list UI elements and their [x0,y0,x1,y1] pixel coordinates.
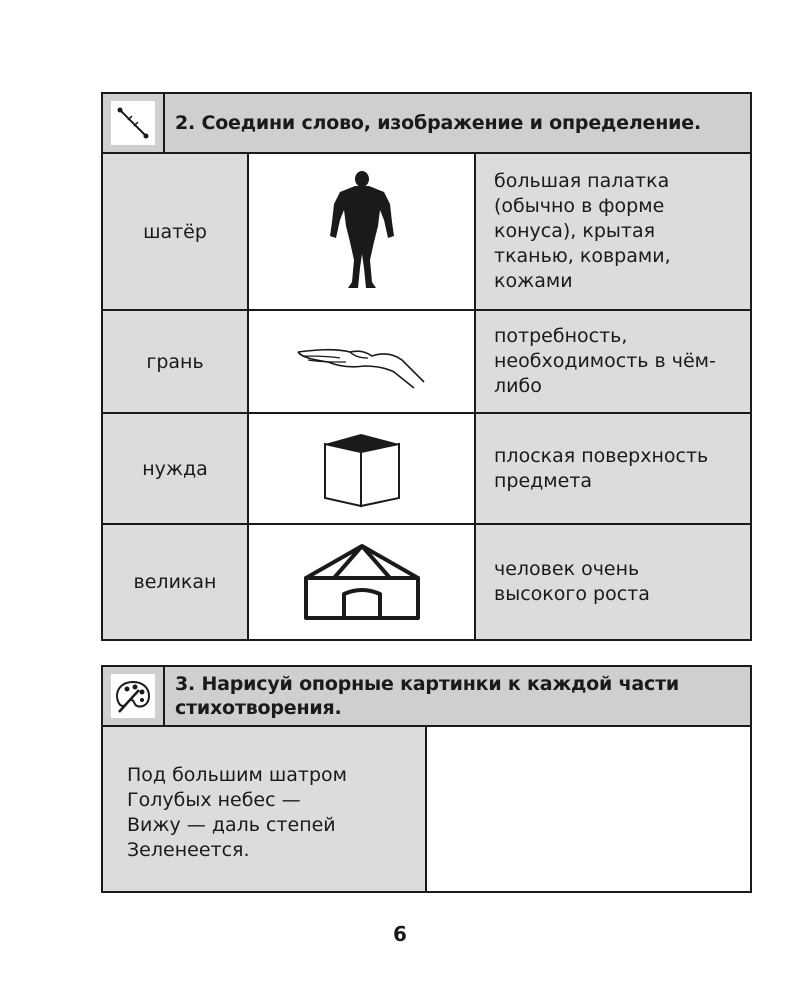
page-number: 6 [393,922,407,946]
task-3-header [103,667,750,727]
definition-line: плоская поверхность [494,444,709,467]
poem-line: Под большим шатром [127,764,347,786]
poem-line: Зеленеется. [127,839,250,861]
definition-line: кожами [494,270,573,292]
title-line: 3. Нарисуй опорные картинки к каждой части [175,673,680,695]
strongman-silhouette-icon [322,170,402,294]
tent-icon [300,542,424,622]
word-label: шатёр [143,220,207,243]
table-row [103,310,750,413]
word-label: нужда [142,457,208,480]
poem-text [103,727,427,891]
poem-line: Голубых небес — [127,789,301,811]
cube-icon [317,428,407,510]
pencil-line-icon [111,101,155,145]
definition-cell[interactable] [475,154,750,310]
definition-line: либо [494,375,542,397]
task-2-icon-cell [103,94,165,152]
definition-line: человек очень [494,558,640,580]
definition-line: (обычно в форме [494,195,665,217]
word-label: великан [133,571,217,593]
task-3 [101,665,752,893]
task-2 [101,92,752,641]
word-cell[interactable] [103,310,248,413]
matching-table [103,154,750,639]
definition-line: необходимость в чём- [494,350,716,372]
word-cell[interactable] [103,154,248,310]
task-3-icon-cell [103,667,165,725]
table-row [103,154,750,310]
open-hand-icon [294,332,430,392]
poem-row [103,727,750,891]
image-cell[interactable] [248,154,475,310]
drawing-area[interactable] [427,727,750,891]
definition-line: тканью, коврами, [494,245,671,267]
definition-line: потребность, [494,325,628,347]
word-label: грань [146,350,204,373]
definition-cell[interactable] [475,310,750,413]
table-row [103,413,750,524]
definition-line: конуса), крытая [494,220,656,242]
word-cell[interactable] [103,413,248,524]
definition-line: предмета [494,469,593,492]
palette-brush-icon [111,674,155,718]
definition-line: большая палатка [494,170,670,192]
title-line: стихотворения. [175,697,342,719]
task-2-title: 2. Соедини слово, изображение и определение. [175,112,701,134]
table-row [103,524,750,639]
poem-line: Вижу — даль степей [127,814,336,836]
task-2-header [103,94,750,154]
definition-cell[interactable] [475,524,750,639]
task-3-title [165,667,689,725]
word-cell[interactable] [103,524,248,639]
definition-line: высокого роста [494,583,650,605]
definition-cell[interactable] [475,413,750,524]
image-cell[interactable] [248,524,475,639]
image-cell[interactable] [248,413,475,524]
image-cell[interactable] [248,310,475,413]
